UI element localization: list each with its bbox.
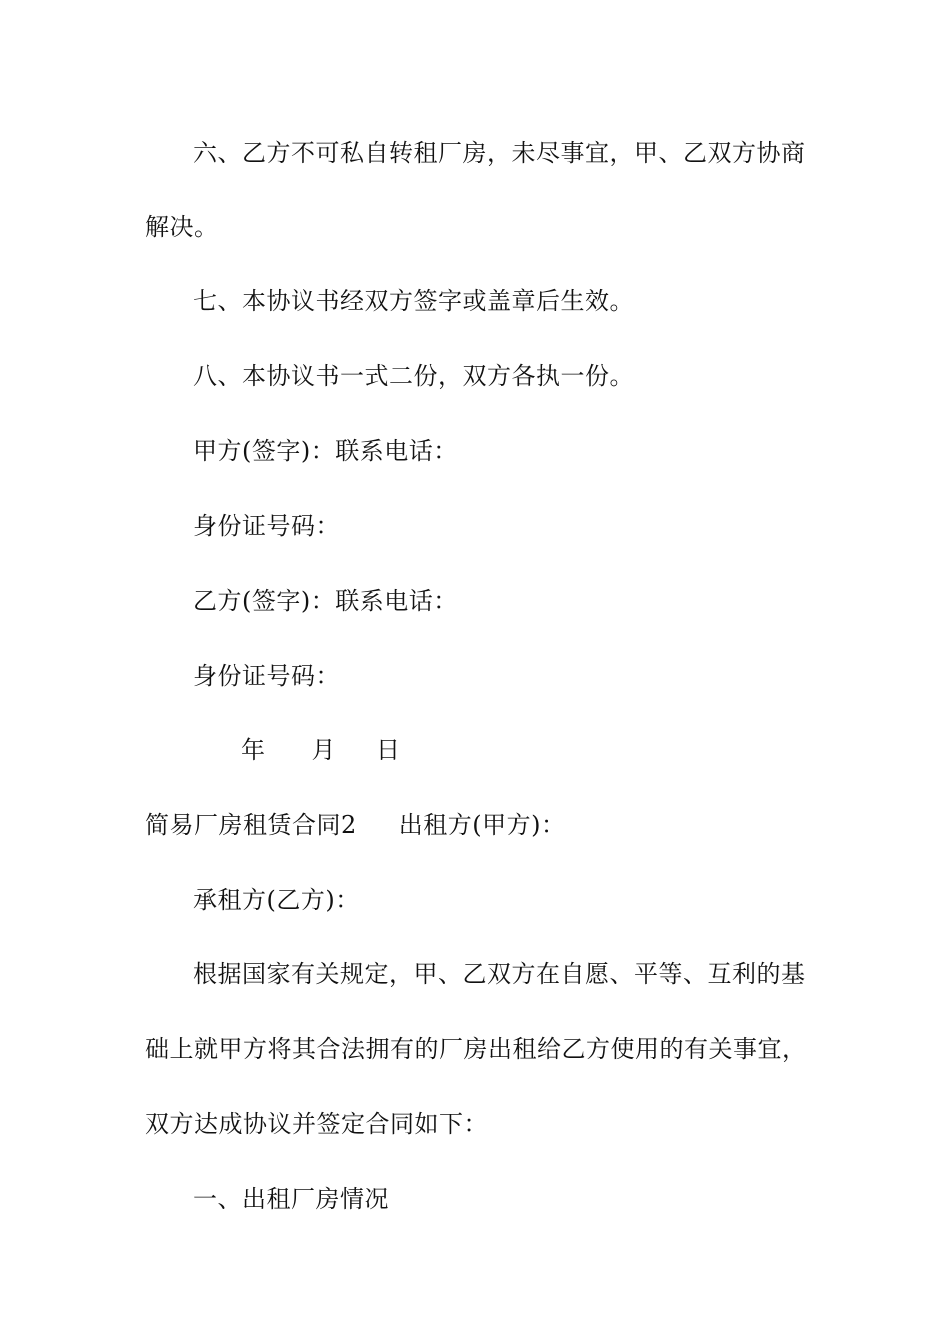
contract-2-heading bbox=[145, 810, 566, 840]
date-year: 年 bbox=[241, 736, 266, 764]
section-1-heading: 一、出租厂房情况 bbox=[193, 1185, 389, 1213]
lessee-label: 承租方(乙方)： bbox=[193, 886, 360, 914]
date-month: 月 bbox=[311, 736, 336, 764]
date-day: 日 bbox=[376, 736, 401, 764]
clause-7: 七、本协议书经双方签字或盖章后生效。 bbox=[193, 287, 634, 315]
party-b-signature-line: 乙方(签字)：联系电话： bbox=[193, 587, 458, 615]
party-b-id-line: 身份证号码： bbox=[193, 662, 340, 690]
clause-6-line-2: 解决。 bbox=[145, 213, 219, 241]
party-a-id-line: 身份证号码： bbox=[193, 512, 340, 540]
clause-6-line-1: 六、乙方不可私自转租厂房，未尽事宜，甲、乙双方协商 bbox=[193, 139, 806, 167]
intro-line-3: 双方达成协议并签定合同如下： bbox=[145, 1110, 488, 1138]
intro-line-1: 根据国家有关规定，甲、乙双方在自愿、平等、互利的基 bbox=[193, 960, 806, 988]
lessor-label: 出租方(甲方)： bbox=[398, 811, 566, 839]
intro-line-2: 础上就甲方将其合法拥有的厂房出租给乙方使用的有关事宜， bbox=[145, 1035, 807, 1063]
contract-2-title: 简易厂房租赁合同2 bbox=[145, 811, 357, 839]
party-a-signature-line: 甲方(签字)：联系电话： bbox=[193, 437, 458, 465]
clause-8: 八、本协议书一式二份，双方各执一份。 bbox=[193, 362, 634, 390]
date-line bbox=[241, 735, 401, 765]
